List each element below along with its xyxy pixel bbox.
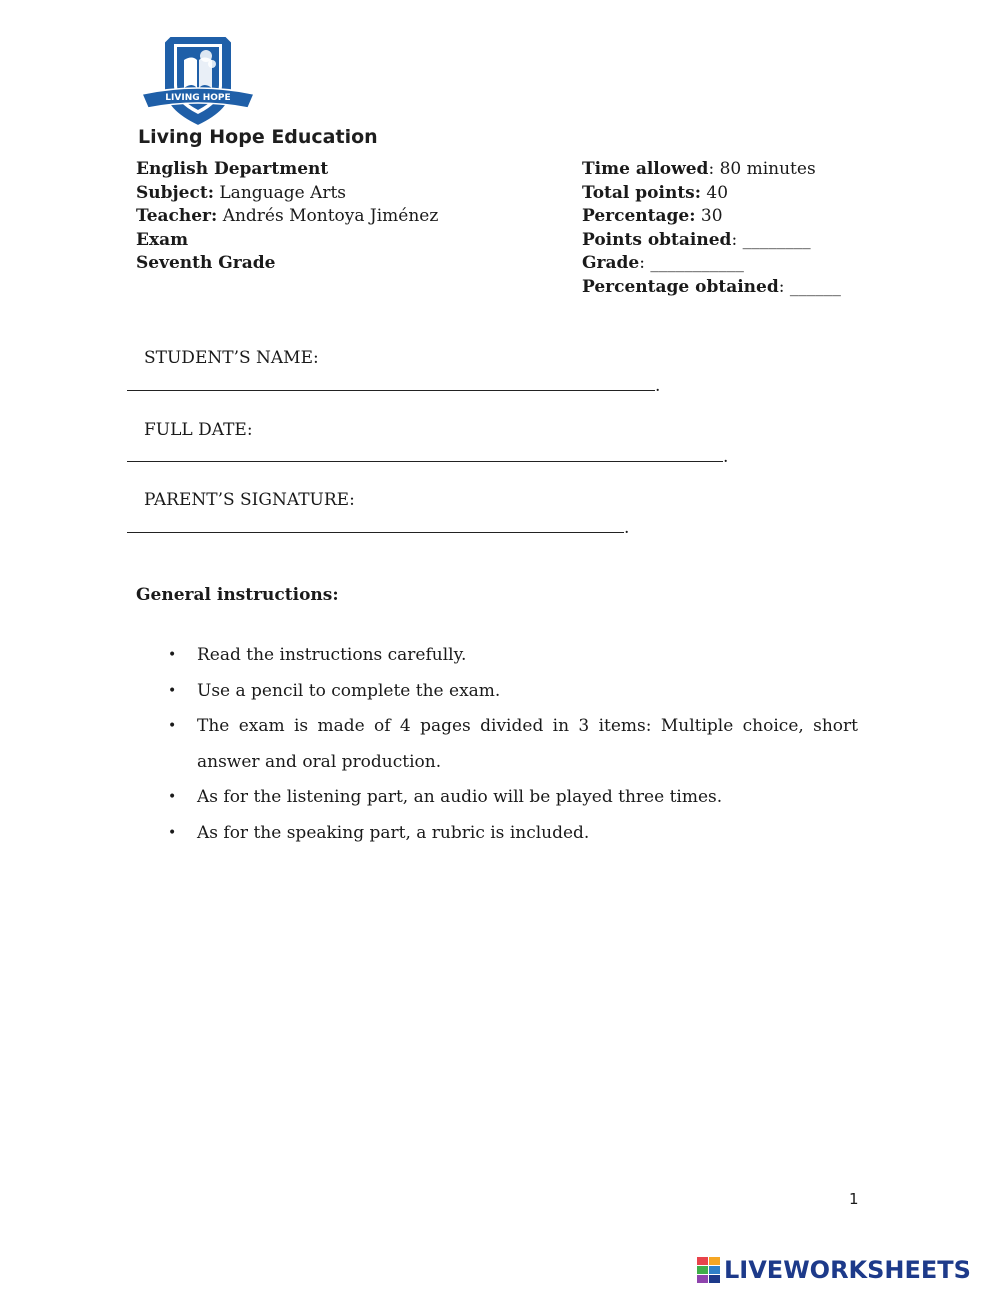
full-date-field[interactable]	[127, 447, 728, 467]
parent-signature-field[interactable]	[127, 518, 629, 538]
info-label: English Department	[136, 159, 329, 179]
list-item	[168, 816, 868, 852]
info-label: Percentage obtained	[582, 276, 779, 297]
info-value: Language Arts	[213, 182, 347, 203]
bullet-icon: •	[168, 824, 177, 841]
student-name-label: STUDENT’S NAME:	[144, 348, 319, 368]
exam-info-right	[582, 158, 841, 300]
parent-signature-label: PARENT’S SIGNATURE:	[144, 490, 355, 510]
info-value: Andrés Montoya Jiménez	[217, 206, 439, 227]
parent-signature-line	[127, 531, 624, 533]
instruction-text: Use a pencil to complete the exam.	[197, 680, 501, 701]
bullet-icon: •	[168, 647, 177, 663]
info-label: Total points:	[582, 182, 702, 203]
list-item	[168, 780, 868, 816]
info-value: : ______	[778, 276, 841, 297]
instruction-text: The exam is made of 4 pages divided in 3 items: Multiple choice, short answer and oral production.	[197, 716, 858, 772]
full-date-line	[127, 460, 723, 462]
info-grade	[582, 252, 841, 276]
info-points-obtained	[582, 229, 841, 253]
info-teacher	[136, 205, 438, 229]
info-label: Percentage:	[582, 206, 696, 227]
info-exam	[136, 229, 438, 253]
line-end: .	[655, 376, 661, 396]
info-label: Teacher:	[136, 206, 218, 227]
info-total-points	[582, 182, 841, 206]
info-time-allowed	[582, 158, 841, 182]
info-value: 40	[701, 182, 729, 203]
instruction-text: Read the instructions carefully.	[197, 645, 467, 665]
instruction-text: As for the listening part, an audio will be played three times.	[197, 787, 723, 807]
line-end: .	[723, 447, 729, 467]
instructions-list	[168, 638, 868, 851]
instructions-title: General instructions:	[136, 585, 339, 605]
info-label: Exam	[136, 229, 189, 250]
info-value: : ________	[731, 229, 811, 250]
list-item	[168, 709, 868, 780]
list-item	[168, 674, 868, 710]
logo-ribbon-text: LIVING HOPE	[165, 93, 231, 103]
page-number: 1	[849, 1190, 859, 1208]
info-label: Subject:	[136, 182, 214, 203]
exam-info-left	[136, 158, 438, 276]
school-logo	[140, 30, 256, 130]
info-value: : 80 minutes	[708, 159, 816, 179]
liveworksheets-brand[interactable]	[697, 1254, 971, 1286]
line-end: .	[624, 518, 630, 538]
info-grade-level	[136, 252, 438, 276]
info-label: Points obtained	[582, 229, 732, 250]
info-label: Grade	[582, 253, 640, 274]
info-department	[136, 158, 438, 182]
shield-tree-icon	[140, 30, 256, 130]
info-label: Seventh Grade	[136, 253, 276, 274]
info-value: : ___________	[639, 253, 744, 274]
info-percentage-obtained	[582, 276, 841, 300]
student-name-line	[127, 389, 655, 391]
info-value: 30	[695, 206, 723, 227]
info-subject	[136, 182, 438, 206]
liveworksheets-wordmark: LIVEWORKSHEETS	[724, 1256, 971, 1284]
info-label: Time allowed	[582, 159, 709, 179]
bullet-icon: •	[168, 718, 177, 734]
organization-name: Living Hope Education	[138, 126, 378, 148]
list-item	[168, 638, 868, 674]
full-date-label: FULL DATE:	[144, 420, 253, 440]
liveworksheets-logo-icon	[697, 1257, 721, 1283]
bullet-icon: •	[168, 789, 177, 805]
bullet-icon: •	[168, 682, 177, 699]
info-percentage	[582, 205, 841, 229]
instruction-text: As for the speaking part, a rubric is included.	[197, 822, 590, 843]
student-name-field[interactable]	[127, 376, 660, 396]
